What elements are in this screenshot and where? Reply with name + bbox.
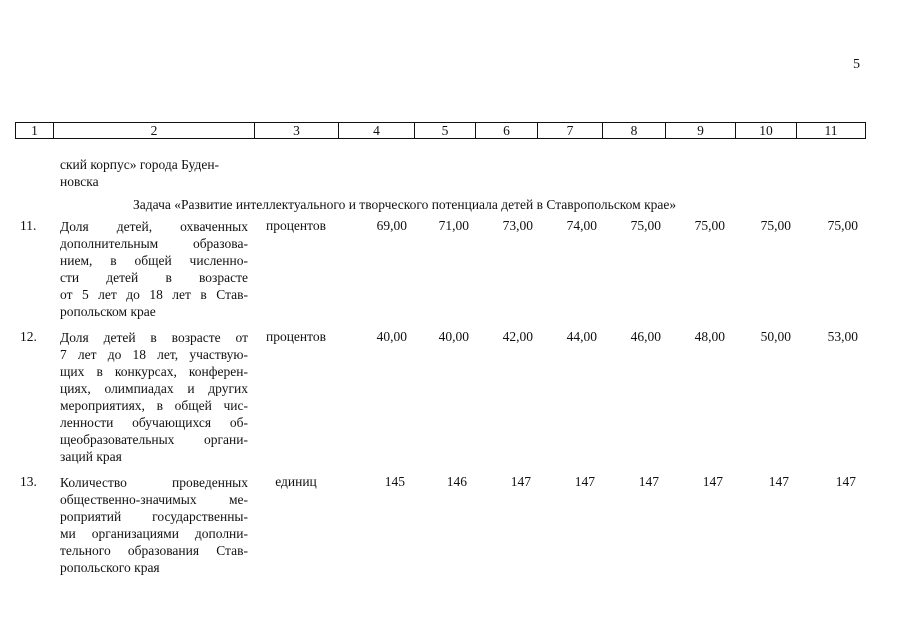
value-col6: 147	[510, 474, 531, 489]
value-col5: 40,00	[438, 329, 469, 344]
row-number: 12.	[20, 329, 37, 344]
value-col11: 75,00	[827, 218, 858, 233]
description-line: циях, олимпиадах и других	[60, 381, 248, 396]
value-col9: 48,00	[694, 329, 725, 344]
header-cell: 11	[797, 123, 866, 139]
value-col6: 73,00	[502, 218, 533, 233]
header-cell: 5	[415, 123, 476, 139]
description-line: общественно-значимых ме-	[60, 492, 248, 507]
description-line: Доля детей, охваченных	[60, 219, 248, 234]
value-col4: 69,00	[376, 218, 407, 233]
value-col6: 42,00	[502, 329, 533, 344]
row-description	[60, 218, 248, 320]
value-col11: 53,00	[827, 329, 858, 344]
description-line: ленности обучающихся об-	[60, 415, 248, 430]
row-number: 13.	[20, 474, 37, 489]
row-unit: процентов	[265, 218, 326, 233]
row-unit: единиц	[275, 474, 317, 489]
value-col8: 46,00	[630, 329, 661, 344]
header-cell: 6	[476, 123, 538, 139]
description-line: мероприятиях, в общей чис-	[60, 398, 248, 413]
continuation-line: новска	[60, 174, 99, 189]
description-line: тельного образования Став-	[60, 543, 248, 558]
value-col11: 147	[835, 474, 856, 489]
value-col4: 145	[384, 474, 405, 489]
description-line: сти детей в возрасте	[60, 270, 248, 285]
header-cell: 2	[54, 123, 255, 139]
header-cell: 1	[16, 123, 54, 139]
description-line: от 5 лет до 18 лет в Став-	[60, 287, 248, 302]
description-line: дополнительным образова-	[60, 236, 248, 251]
description-line: ропольского края	[60, 560, 160, 575]
continuation-line: ский корпус» города Буден-	[60, 157, 220, 172]
value-col8: 75,00	[630, 218, 661, 233]
header-cell: 7	[538, 123, 603, 139]
description-line: щеобразовательных органи-	[60, 432, 248, 447]
task-heading: Задача «Развитие интеллектуального и творческого потенциала детей в Ставропольском крае»	[133, 197, 677, 212]
value-col8: 147	[638, 474, 659, 489]
header-cell: 8	[603, 123, 666, 139]
header-cell: 10	[736, 123, 797, 139]
value-col5: 146	[446, 474, 467, 489]
page-number: 5	[853, 57, 860, 72]
value-col10: 50,00	[760, 329, 791, 344]
value-col9: 147	[702, 474, 723, 489]
description-line: нием, в общей численно-	[60, 253, 248, 268]
header-cell: 4	[339, 123, 415, 139]
value-col10: 147	[768, 474, 789, 489]
column-number-header	[15, 122, 866, 139]
description-line: Количество проведенных	[60, 475, 248, 490]
value-col9: 75,00	[694, 218, 725, 233]
description-line: роприятий государственны-	[60, 509, 248, 524]
row-number: 11.	[20, 218, 37, 233]
description-line: Доля детей в возрасте от	[60, 330, 248, 345]
value-col7: 74,00	[566, 218, 597, 233]
header-cell: 3	[255, 123, 339, 139]
value-col10: 75,00	[760, 218, 791, 233]
value-col7: 147	[574, 474, 595, 489]
value-col7: 44,00	[566, 329, 597, 344]
description-line: ропольском крае	[60, 304, 156, 319]
description-line: щих в конкурсах, конферен-	[60, 364, 248, 379]
description-line: ми организациями дополни-	[60, 526, 248, 541]
value-col4: 40,00	[376, 329, 407, 344]
row-description	[60, 474, 248, 576]
continuation-text	[60, 156, 250, 190]
description-line: заций края	[60, 449, 122, 464]
header-row	[16, 123, 866, 139]
row-description	[60, 329, 248, 465]
row-unit: процентов	[265, 329, 326, 344]
header-cell: 9	[666, 123, 736, 139]
description-line: 7 лет до 18 лет, участвую-	[60, 347, 248, 362]
value-col5: 71,00	[438, 218, 469, 233]
